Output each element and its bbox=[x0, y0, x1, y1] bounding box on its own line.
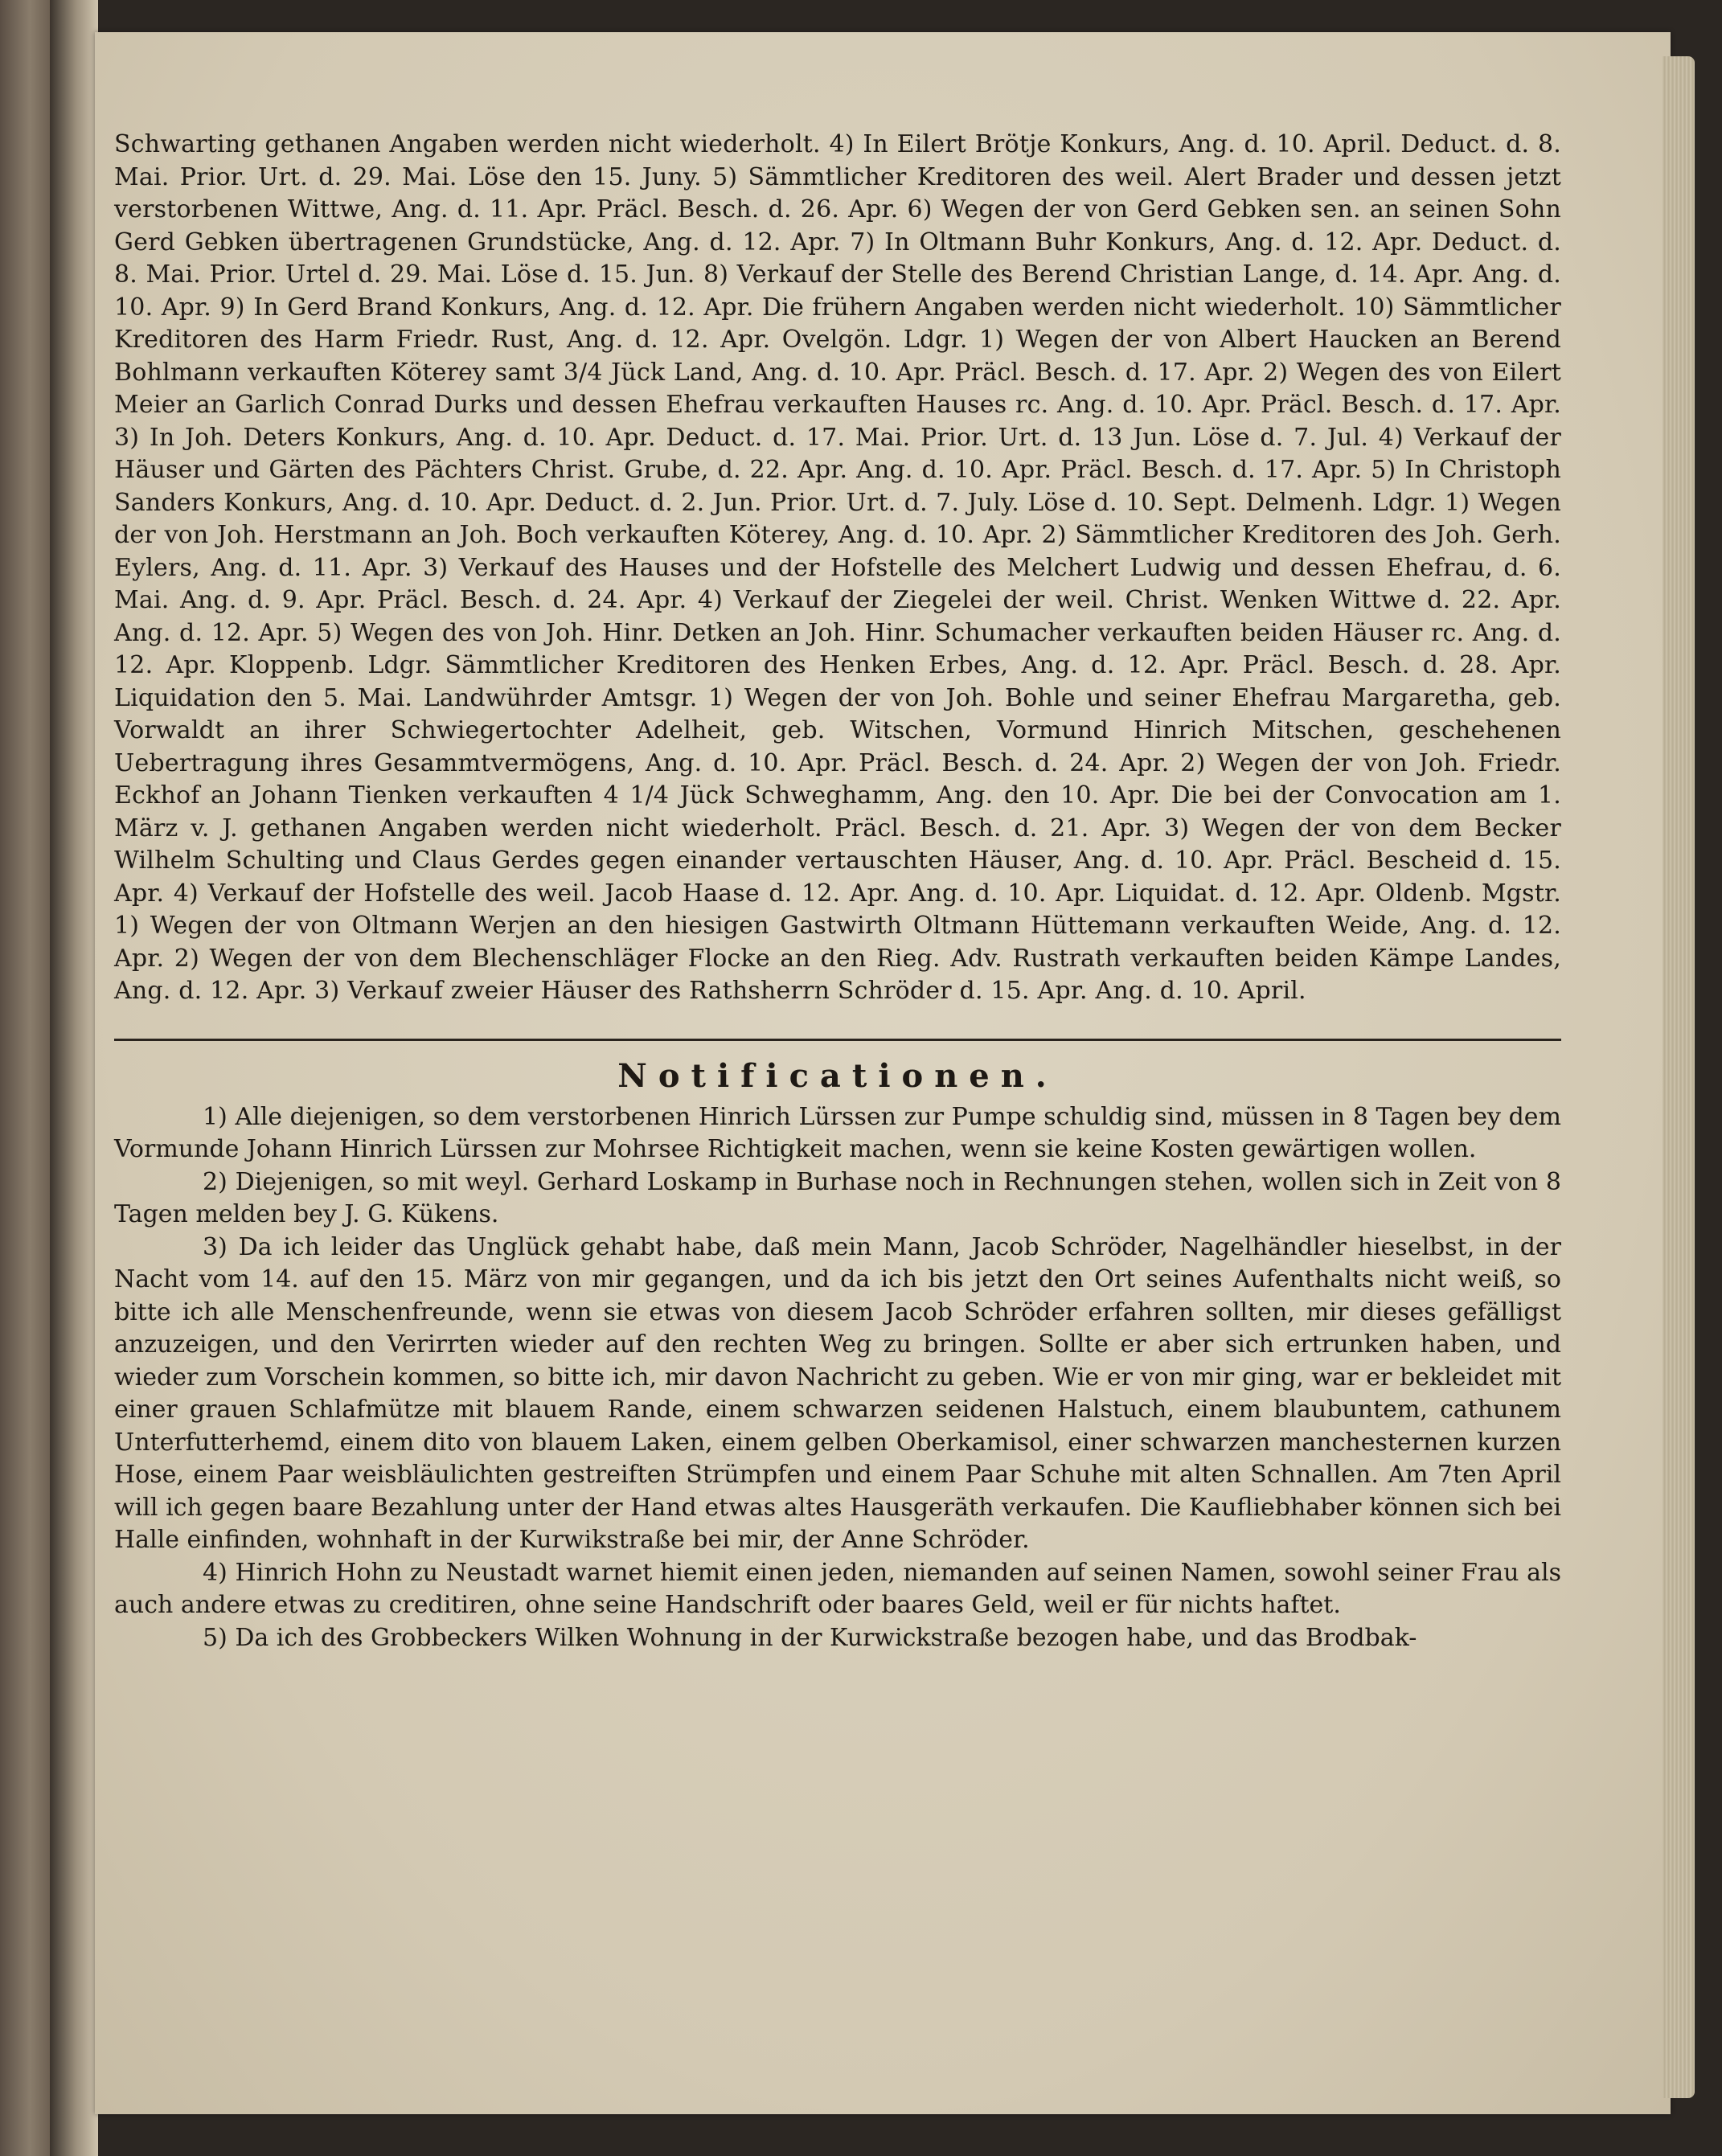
page-text bbox=[114, 129, 1561, 1654]
previous-page-edge bbox=[0, 0, 50, 2156]
notice-item: 3) Da ich leider das Unglück gehabt habe, daß mein Mann, Jacob Schröder, Nagelhändler hieselbst, in der Nacht vom 14. auf den 15. März von mir gegangen, und da ich bis jetzt den Ort seines Aufenthalts nicht weiß, so bitte ich alle Menschenfreunde, wenn sie etwas von diesem Jacob Schröder erfahren sollten, mir dieses gefälligst anzuzeigen, und den Verirrten wieder auf den rechten Weg zu bringen. Sollte er aber sich ertrunken haben, und wieder zum Vorschein kommen, so bitte ich, mir davon Nachricht zu geben. Wie er von mir ging, war er bekleidet mit einer grauen Schlafmütze mit blauem Rande, einem schwarzen seidenen Halstuch, einem blaubuntem, cathunem Unterfutterhemd, einem dito von blauem Laken, einem gelben Oberkamisol, einer schwarzen manchesternen kurzen Hose, einem Paar weisbläulichten gestreiften Strümpfen und einem Paar Schuhe mit alten Schnallen. Am 7ten April will ich gegen baare Bezahlung unter der Hand etwas altes Hausgeräth verkaufen. Die Kaufliebhaber können sich bei Halle einfinden, wohnhaft in der Kurwikstraße bei mir, der Anne Schröder. bbox=[114, 1232, 1561, 1554]
notice-item: 4) Hinrich Hohn zu Neustadt warnet hiemit einen jeden, niemanden auf seinen Namen, sowohl seiner Frau als auch andere etwas zu creditiren, ohne seine Handschrift oder baares Geld, weil er für nichts haftet. bbox=[114, 1558, 1561, 1619]
book-gutter bbox=[50, 0, 98, 2156]
section-divider bbox=[114, 1039, 1561, 1041]
notice-item: 5) Da ich des Grobbeckers Wilken Wohnung in der Kurwickstraße bezogen habe, und das Brodbak- bbox=[203, 1623, 1417, 1652]
page-stack-edges bbox=[1663, 56, 1695, 2098]
notice-item: 1) Alle diejenigen, so dem verstorbenen Hinrich Lürssen zur Pumpe schuldig sind, müssen in 8 Tagen bey dem Vormunde Johann Hinrich Lürssen zur Mohrsee Richtigkeit machen, wenn sie keine Kosten gewärtigen wollen. bbox=[114, 1102, 1561, 1163]
notice-item: 2) Diejenigen, so mit weyl. Gerhard Loskamp in Burhase noch in Rechnungen stehen, wollen sich in Zeit von 8 Tagen melden bey J. G. Kükens. bbox=[114, 1167, 1561, 1228]
section-heading: Notificationen. bbox=[617, 1056, 1058, 1095]
court-notices-paragraph: Schwarting gethanen Angaben werden nicht wiederholt. 4) In Eilert Brötje Konkurs, Ang. d. 10. April. Deduct. d. 8. Mai. Prior. Urt. d. 29. Mai. Löse den 15. Juny. 5) Sämmtlicher Kreditoren des weil. Alert Brader und dessen jetzt verstorbenen Wittwe, Ang. d. 11. Apr. Präcl. Besch. d. 26. Apr. 6) Wegen der von Gerd Gebken sen. an seinen Sohn Gerd Gebken übertragenen Grundstücke, Ang. d. 12. Apr. 7) In Oltmann Buhr Konkurs, Ang. d. 12. Apr. Deduct. d. 8. Mai. Prior. Urtel d. 29. Mai. Löse d. 15. Jun. 8) Verkauf der Stelle des Berend Christian Lange, d. 14. Apr. Ang. d. 10. Apr. 9) In Gerd Brand Konkurs, Ang. d. 12. Apr. Die frühern Angaben werden nicht wiederholt. 10) Sämmtlicher Kreditoren des Harm Friedr. Rust, Ang. d. 12. Apr. Ovelgön. Ldgr. 1) Wegen der von Albert Haucken an Berend Bohlmann verkauften Köterey samt 3/4 Jück Land, Ang. d. 10. Apr. Präcl. Besch. d. 17. Apr. 2) Wegen des von Eilert Meier an Garlich Conrad Durks und dessen Ehefrau verkauften Hauses rc. Ang. d. 10. Apr. Präcl. Besch. d. 17. Apr. 3) In Joh. Deters Konkurs, Ang. d. 10. Apr. Deduct. d. 17. Mai. Prior. Urt. d. 13 Jun. Löse d. 7. Jul. 4) Verkauf der Häuser und Gärten des Pächters Christ. Grube, d. 22. Apr. Ang. d. 10. Apr. Präcl. Besch. d. 17. Apr. 5) In Christoph Sanders Konkurs, Ang. d. 10. Apr. Deduct. d. 2. Jun. Prior. Urt. d. 7. July. Löse d. 10. Sept. Delmenh. Ldgr. 1) Wegen der von Joh. Herstmann an Joh. Boch verkauften Köterey, Ang. d. 10. Apr. 2) Sämmtlicher Kreditoren des Joh. Gerh. Eylers, Ang. d. 11. Apr. 3) Verkauf des Hauses und der Hofstelle des Melchert Ludwig und dessen Ehefrau, d. 6. Mai. Ang. d. 9. Apr. Präcl. Besch. d. 24. Apr. 4) Verkauf der Ziegelei der weil. Christ. Wenken Wittwe d. 22. Apr. Ang. d. 12. Apr. 5) Wegen des von Joh. Hinr. Detken an Joh. Hinr. Schumacher verkauften beiden Häuser rc. Ang. d. 12. Apr. Kloppenb. Ldgr. Sämmtlicher Kreditoren des Henken Erbes, Ang. d. 12. Apr. Präcl. Besch. d. 28. Apr. Liquidation den 5. Mai. Landwührder Amtsgr. 1) Wegen der von Joh. Bohle und seiner Ehefrau Margaretha, geb. Vorwaldt an ihrer Schwiegertochter Adelheit, geb. Witschen, Vormund Hinrich Mitschen, geschehenen Uebertragung ihres Gesammtvermögens, Ang. d. 10. Apr. Präcl. Besch. d. 24. Apr. 2) Wegen der von Joh. Friedr. Eckhof an Johann Tienken verkauften 4 1/4 Jück Schweghamm, Ang. den 10. Apr. Die bei der Convocation am 1. März v. J. gethanen Angaben werden nicht wiederholt. Präcl. Besch. d. 21. Apr. 3) Wegen der von dem Becker Wilhelm Schulting und Claus Gerdes gegen einander vertauschten Häuser, Ang. d. 10. Apr. Präcl. Bescheid d. 15. Apr. 4) Verkauf der Hofstelle des weil. Jacob Haase d. 12. Apr. Ang. d. 10. Apr. Liquidat. d. 12. Apr. Oldenb. Mgstr. 1) Wegen der von Oltmann Werjen an den hiesigen Gastwirth Oltmann Hüttemann verkauften Weide, Ang. d. 12. Apr. 2) Wegen der von dem Blechenschläger Flocke an den Rieg. Adv. Rustrath verkauften beiden Kämpe Landes, Ang. d. 12. Apr. 3) Verkauf zweier Häuser des Rathsherrn Schröder d. 15. Apr. Ang. d. 10. April. bbox=[114, 130, 1561, 1005]
